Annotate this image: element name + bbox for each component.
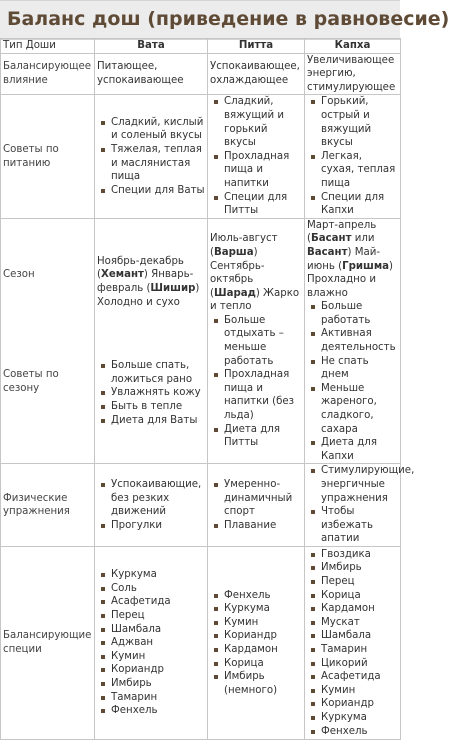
list-item: Специи для Капхи [321, 191, 398, 218]
text-part: ) Холодно и сухо [97, 283, 200, 308]
list-item: Аджван [111, 636, 205, 650]
season-name: Шарад [213, 287, 256, 299]
exercise-vata-list [97, 478, 205, 532]
spices-vata-list [97, 568, 205, 718]
list-item: Прогулки [111, 519, 205, 533]
list-item: Имбирь [321, 561, 398, 575]
list-item: Кумин [321, 684, 398, 698]
cell-nutrition-vata [95, 95, 208, 218]
text-part: ) Жарко и тепло [210, 287, 300, 313]
list-item: Диета для Ваты [111, 414, 205, 428]
text-part: Март-апрель ( [307, 219, 377, 245]
list-item: Гвоздика [321, 548, 398, 562]
list-item: Тяжелая, теплая и маслянистая пища [111, 143, 205, 184]
nutrition-pitta-list [210, 95, 302, 217]
list-item: Умеренно-динамичный спорт [224, 478, 302, 519]
list-item: Фенхель [224, 589, 302, 603]
row-exercise [1, 464, 401, 547]
list-item: Кориандр [111, 663, 205, 677]
header-vata: Вата [95, 39, 208, 54]
spices-pitta-list [210, 589, 302, 698]
cell-influence-vata: Питающее, успокаивающее [95, 53, 208, 95]
text-part: ) Май-июнь ( [307, 246, 381, 272]
header-kapha: Капха [305, 39, 401, 54]
list-item: Увлажнять кожу [111, 386, 205, 400]
list-item: Асафетида [111, 595, 205, 609]
list-item: Мускат [321, 616, 398, 630]
list-item: Соль [111, 582, 205, 596]
list-item: Имбирь [111, 677, 205, 691]
list-item: Корица [321, 589, 398, 603]
season-kapha-text [307, 219, 398, 301]
season-tips-kapha-list [307, 300, 398, 463]
cell-influence-pitta: Успокаивающее, охлаждающее [208, 53, 305, 95]
list-item: Кардамон [224, 643, 302, 657]
list-item: Кумин [224, 616, 302, 630]
list-item: Не спать днем [321, 355, 398, 382]
cell-spices-vata [95, 546, 208, 739]
list-item: Меньше жареного, сладкого, сахара [321, 382, 398, 436]
list-item: Корица [224, 657, 302, 671]
nutrition-kapha-list [307, 95, 398, 217]
list-item: Прохладная пища и напитки (без льда) [224, 368, 302, 422]
list-item: Специи для Ваты [111, 184, 205, 196]
list-item: Сладкий, вяжущий и горький вкусы [224, 95, 302, 149]
row-influence [1, 53, 401, 95]
cell-nutrition-pitta [208, 95, 305, 218]
row-label-influence: Балансирующее влияние [1, 53, 95, 95]
cell-exercise-vata [95, 464, 208, 547]
season-name: Васант [307, 246, 348, 258]
title-bar [0, 0, 449, 40]
exercise-pitta-list [210, 478, 302, 532]
row-label-exercise: Физические упражнения [1, 464, 95, 547]
list-item: Больше работать [321, 300, 398, 327]
list-item: Шамбала [111, 623, 205, 637]
season-tips-vata-list [97, 359, 205, 427]
list-item: Больше спать, ложиться рано [111, 359, 205, 386]
season-name: Варша [213, 246, 254, 258]
list-item: Плавание [224, 519, 302, 533]
list-item: Успокаивающие, без резких движений [111, 478, 205, 519]
list-item: Активная деятельность [321, 327, 398, 354]
list-item: Цикорий [321, 657, 398, 671]
season-tips-pitta-list [210, 314, 302, 450]
list-item: Горький, острый и вяжущий вкусы [321, 95, 398, 149]
list-item: Фенхель [321, 725, 398, 739]
list-item: Быть в тепле [111, 400, 205, 414]
text-part: Ноябрь-декабрь ( [97, 255, 184, 281]
spices-kapha-list [307, 548, 398, 738]
season-name: Гришма [342, 260, 390, 272]
header-dosha-type: Тип Доши [1, 39, 95, 54]
row-label-season: Сезон [3, 269, 35, 281]
row-label-season-block [1, 218, 95, 464]
list-item: Диета для Капхи [321, 436, 398, 463]
text-part: ) Сентябрь-октябрь ( [210, 246, 265, 299]
list-item: Прохладная пища и напитки [224, 150, 302, 191]
list-item: Кориандр [321, 697, 398, 711]
list-item: Перец [321, 575, 398, 589]
season-name: Басант [310, 233, 352, 245]
row-spices [1, 546, 401, 739]
list-item: Куркума [224, 602, 302, 616]
list-item: Больше отдыхать – меньше работать [224, 314, 302, 368]
row-label-nutrition: Советы по питанию [1, 95, 95, 218]
list-item: Куркума [111, 568, 205, 582]
cell-season-kapha [305, 218, 401, 464]
cell-nutrition-kapha [305, 95, 401, 218]
list-item: Чтобы избежать апатии [321, 505, 398, 546]
list-item: Кумин [111, 650, 205, 664]
list-item: Легкая, сухая, теплая пища [321, 150, 398, 191]
list-item: Куркума [321, 711, 398, 725]
nutrition-vata-list [97, 116, 205, 198]
cell-exercise-kapha [305, 464, 415, 547]
list-item: Перец [111, 609, 205, 623]
cell-season-pitta [208, 218, 305, 464]
page-title: Баланс дош (приведение в равновесие) [7, 8, 449, 30]
list-item: Фенхель [111, 704, 205, 718]
cell-spices-kapha [305, 546, 401, 739]
list-item: Специи для Питты [224, 191, 302, 218]
list-item: Тамарин [321, 643, 398, 657]
list-item: Тамарин [111, 691, 205, 705]
list-item: Диета для Питты [224, 423, 302, 450]
header-row [1, 39, 401, 54]
text-part: ) Январь-февраль ( [97, 269, 194, 295]
text-part: или [351, 233, 375, 245]
list-item: Сладкий, кислый и соленый вкусы [111, 116, 204, 142]
row-label-spices: Балансирующие специи [1, 546, 95, 739]
row-label-season-tips: Советы по сезону [3, 369, 59, 395]
list-item: Асафетида [321, 670, 398, 684]
header-pitta: Питта [208, 39, 305, 54]
row-season [1, 218, 401, 464]
row-nutrition [1, 95, 401, 218]
season-pitta-text [210, 232, 302, 314]
dosha-balance-table [0, 38, 415, 740]
list-item: Кориандр [224, 629, 302, 643]
cell-influence-kapha: Увеличивающее энергию, стимулирующее [305, 53, 401, 95]
text-part: ) Прохладно и влажно [307, 260, 394, 299]
cell-spices-pitta [208, 546, 305, 739]
cell-exercise-pitta [208, 464, 305, 547]
exercise-kapha-list [307, 464, 415, 546]
season-name: Шишир [150, 283, 196, 295]
list-item: Стимулирующие, энергичные упражнения [321, 465, 415, 504]
cell-season-vata [95, 218, 208, 464]
text-part: Июль-август ( [210, 233, 278, 258]
list-item: Шамбала [321, 629, 398, 643]
list-item: Имбирь (немного) [224, 670, 302, 697]
season-name: Хемант [100, 269, 144, 281]
season-vata-text [97, 255, 205, 309]
list-item: Кардамон [321, 602, 398, 616]
